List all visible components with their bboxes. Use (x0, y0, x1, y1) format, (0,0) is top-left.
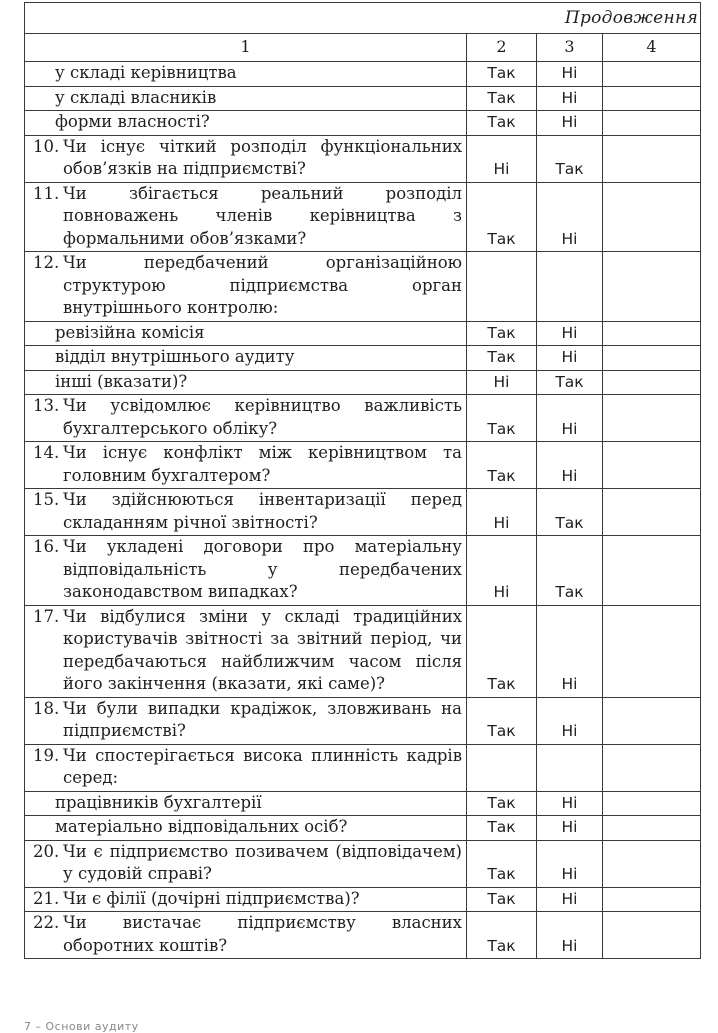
question-content (33, 536, 462, 604)
page-footer: 7 – Основи аудиту (24, 1020, 139, 1033)
question-text: Чи існує конфлікт між керівництвом та головним бухгалтером? (63, 443, 462, 485)
question-text: Чи передбачений організаційною структурою підприємства орган внутрішнього контролю: (63, 253, 462, 317)
sub-item-row (25, 86, 701, 111)
question-cell (25, 887, 467, 912)
sub-item-text: матеріально відповідальних осіб? (25, 816, 467, 841)
question-text: Чи існує чіткий розподіл функціональних обов’язків на підприємстві? (63, 136, 462, 178)
question-text: Чи укладені договори про матеріальну відповідальність у передбачених законодавством випадках? (63, 537, 462, 601)
question-row (25, 887, 701, 912)
sub-item-text: у складі власників (25, 86, 467, 111)
answer-col4 (603, 791, 701, 816)
question-number: 22. (33, 913, 60, 932)
answer-col3 (537, 744, 603, 791)
question-text: Чи здійснюються інвентаризації перед складанням річної звітності? (63, 490, 462, 532)
answer-col3: Ні (537, 887, 603, 912)
question-content (33, 888, 462, 911)
question-number: 20. (33, 841, 60, 861)
answer-col3: Ні (537, 605, 603, 697)
column-header-4: 4 (603, 34, 701, 62)
question-cell (25, 442, 467, 489)
question-number: 14. (33, 443, 60, 462)
answer-col2: Так (467, 697, 537, 744)
continuation-label: Продовження (25, 3, 701, 34)
answer-col4 (603, 321, 701, 346)
answer-col2: Так (467, 442, 537, 489)
question-content (33, 606, 462, 696)
sub-item-text: працівників бухгалтерії (25, 791, 467, 816)
question-number: 17. (33, 606, 60, 626)
question-number: 19. (33, 745, 60, 765)
question-text: Чи є підприємство позивачем (відповідачем) у судовій справі? (63, 841, 462, 883)
answer-col2: Так (467, 887, 537, 912)
answer-col3: Ні (537, 912, 603, 959)
answer-col2: Так (467, 605, 537, 697)
answer-col2: Так (467, 840, 537, 887)
question-number: 13. (33, 396, 60, 415)
question-cell (25, 182, 467, 252)
answer-col2: Так (467, 182, 537, 252)
question-row (25, 135, 701, 182)
answer-col2: Ні (467, 536, 537, 606)
answer-col4 (603, 135, 701, 182)
answer-col2: Так (467, 62, 537, 87)
question-row (25, 442, 701, 489)
question-row (25, 536, 701, 606)
question-row (25, 182, 701, 252)
question-cell (25, 840, 467, 887)
question-cell (25, 135, 467, 182)
answer-col4 (603, 816, 701, 841)
sub-item-text: форми власності? (25, 111, 467, 136)
sub-item-row (25, 62, 701, 87)
question-cell (25, 395, 467, 442)
question-content (33, 489, 462, 534)
question-row (25, 744, 701, 791)
question-text: Чи спостерігається висока плинність кадрів серед: (63, 745, 462, 787)
answer-col4 (603, 840, 701, 887)
question-number: 18. (33, 698, 60, 718)
question-cell (25, 697, 467, 744)
answer-col4 (603, 489, 701, 536)
answer-col3: Ні (537, 816, 603, 841)
answer-col3: Ні (537, 791, 603, 816)
answer-col3: Ні (537, 840, 603, 887)
question-row (25, 697, 701, 744)
column-header-2: 2 (467, 34, 537, 62)
answer-col2: Ні (467, 135, 537, 182)
sub-item-row (25, 816, 701, 841)
question-cell (25, 252, 467, 322)
answer-col4 (603, 744, 701, 791)
question-text: Чи були випадки крадіжок, зловживань на підприємстві? (63, 698, 462, 740)
question-number: 21. (33, 888, 60, 908)
answer-col4 (603, 697, 701, 744)
question-row (25, 489, 701, 536)
answer-col4 (603, 912, 701, 959)
answer-col4 (603, 111, 701, 136)
audit-questionnaire-page (24, 2, 700, 959)
sub-item-row (25, 791, 701, 816)
continuation-row (25, 3, 701, 34)
answer-col2: Так (467, 346, 537, 371)
answer-col2: Так (467, 321, 537, 346)
question-content (33, 395, 462, 440)
answer-col2: Так (467, 791, 537, 816)
sub-item-row (25, 321, 701, 346)
sub-item-text: відділ внутрішнього аудиту (25, 346, 467, 371)
answer-col4 (603, 395, 701, 442)
question-row (25, 252, 701, 322)
question-content (33, 912, 462, 957)
question-text: Чи збігається реальний розподіл повноважень членів керівництва з формальними обов’язками? (63, 183, 462, 248)
answer-col3: Ні (537, 86, 603, 111)
answer-col4 (603, 62, 701, 87)
question-number: 16. (33, 537, 60, 556)
answer-col2 (467, 744, 537, 791)
answer-col4 (603, 346, 701, 371)
answer-col3: Ні (537, 395, 603, 442)
answer-col3: Так (537, 135, 603, 182)
question-text: Чи є філії (дочірні підприємства)? (63, 888, 360, 908)
answer-col3: Так (537, 536, 603, 606)
audit-questionnaire-table (24, 2, 701, 959)
answer-col2: Так (467, 86, 537, 111)
question-row (25, 395, 701, 442)
question-text: Чи усвідомлює керівництво важливість бухгалтерського обліку? (63, 396, 462, 438)
answer-col3: Ні (537, 111, 603, 136)
sub-item-row (25, 370, 701, 395)
question-row (25, 840, 701, 887)
answer-col4 (603, 86, 701, 111)
question-number: 10. (33, 136, 60, 156)
question-content (33, 698, 462, 743)
answer-col2: Так (467, 395, 537, 442)
answer-col4 (603, 370, 701, 395)
sub-item-row (25, 111, 701, 136)
answer-col2: Ні (467, 370, 537, 395)
column-number-row (25, 34, 701, 62)
question-content (33, 442, 462, 487)
answer-col3: Ні (537, 62, 603, 87)
answer-col3: Ні (537, 442, 603, 489)
answer-col4 (603, 442, 701, 489)
answer-col3: Ні (537, 321, 603, 346)
answer-col2: Ні (467, 489, 537, 536)
answer-col4 (603, 887, 701, 912)
answer-col4 (603, 536, 701, 606)
answer-col3: Ні (537, 182, 603, 252)
answer-col3: Ні (537, 697, 603, 744)
sub-item-text: ревізійна комісія (25, 321, 467, 346)
question-content (33, 745, 462, 790)
question-cell (25, 536, 467, 606)
answer-col4 (603, 182, 701, 252)
sub-item-text: у складі керівництва (25, 62, 467, 87)
question-number: 12. (33, 253, 60, 272)
question-content (33, 841, 462, 886)
question-content (33, 183, 462, 251)
answer-col2: Так (467, 111, 537, 136)
question-row (25, 912, 701, 959)
question-number: 11. (33, 183, 60, 203)
question-row (25, 605, 701, 697)
sub-item-row (25, 346, 701, 371)
question-number: 15. (33, 490, 60, 509)
answer-col4 (603, 252, 701, 322)
question-content (33, 252, 462, 320)
question-text: Чи вистачає підприємству власних оборотних коштів? (63, 913, 462, 955)
answer-col3: Ні (537, 346, 603, 371)
question-cell (25, 489, 467, 536)
question-cell (25, 912, 467, 959)
question-cell (25, 744, 467, 791)
question-content (33, 136, 462, 181)
answer-col2: Так (467, 912, 537, 959)
answer-col3 (537, 252, 603, 322)
answer-col3: Так (537, 370, 603, 395)
question-cell (25, 605, 467, 697)
answer-col2: Так (467, 816, 537, 841)
answer-col3: Так (537, 489, 603, 536)
sub-item-text: інші (вказати)? (25, 370, 467, 395)
answer-col2 (467, 252, 537, 322)
column-header-1: 1 (25, 34, 467, 62)
answer-col4 (603, 605, 701, 697)
column-header-3: 3 (537, 34, 603, 62)
question-text: Чи відбулися зміни у складі традиційних користувачів звітності за звітний період, чи передбачаються найближчим часом після його закінчення (вказати, які саме)? (63, 606, 462, 693)
